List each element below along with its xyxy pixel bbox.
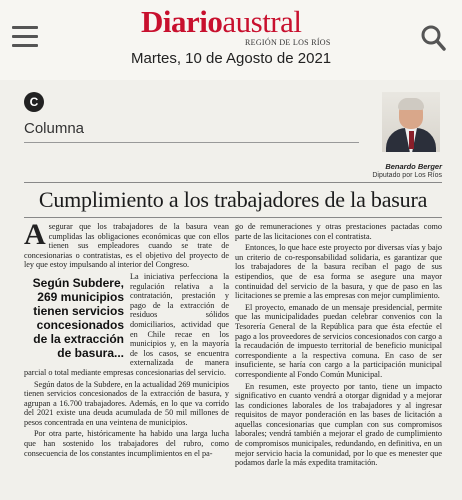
headline-top-rule [24,182,442,183]
logo-part2: austral [222,4,302,39]
article-paragraph: Asegurar que los trabajadores de la basura vean cumplidas las obligaciones económicas que con ellos tienen sus empleadores cuando se trate de concesionarias o contratistas, es el objetivo del proyecto de ley que estoy impulsando al interior del Congreso. [24,218,229,270]
article-column-right [235,222,442,470]
site-logo[interactable] [141,6,302,38]
section-label: Columna [24,120,85,137]
logo-part1: Diario [141,4,223,39]
region-label: REGIÓN DE LOS RÍOS [245,38,331,47]
article-paragraph: Por otra parte, históricamente ha habido una larga lucha que han sostenido los trabajadores del rubro, como consecuencia de los constantes incumplimientos en el pa- [24,429,229,458]
article-paragraph: En resumen, este proyecto por tanto, tiene un impacto significativo en cuanto vendrá a otorgar dignidad y a mejorar las condiciones laborales de los trabajadores y al ingresar requisitos de mayor ponderación en las bases de licitación a aquellas concesionarias que cumplan con sus compromisos laborales; vendrá también a mejorar el grado de cumplimiento de compromisos municipales, redundando, en definitiva, en un mejor servicio hacia la comunidad, por lo que es menester que podamos darle la más expedita tramitación. [235,381,442,468]
drop-cap: A [24,218,46,251]
article-column-left [24,218,229,460]
column-section-icon: C [24,92,44,112]
issue-date: Martes, 10 de Agosto de 2021 [131,50,332,67]
author-photo [382,92,440,152]
article-paragraph: La iniciativa perfecciona la regulación relativa a la contratación, prestación y pago de la extracción de residuos sólidos domiciliarios, actividad que en Chile recae en los municipios y, en la mayoría de los casos, se encuentra externalizada de manera parcial o total mediante empresas concesionarias del servicio. [24,271,229,377]
pull-quote: Según Subdere, 269 municipios tienen servicios concesionados de la extracción de basura... [32,275,124,360]
headline-bottom-rule [24,217,442,218]
article-headline: Cumplimiento a los trabajadores de la basura [38,187,428,212]
article-paragraph: go de remuneraciones y otras prestaciones pactadas como parte de las licitaciones con el contratista. [235,222,442,241]
section-divider [24,142,359,143]
author-name: Benardo Berger [385,162,442,171]
author-role: Diputado por Los Ríos [372,172,442,179]
article-paragraph: Según datos de la Subdere, en la actualidad 269 municipios tienen servicios concesionados de la extracción de basura, y agrupan a 16.700 trabajadores. Además, en lo que va corrido del 2021 existe una deuda acumulada de 50 mil millones de pesos concentrada en una veintena de municipios. [24,379,229,427]
article-paragraph: Entonces, lo que hace este proyecto por diversas vías y bajo un criterio de co-responsabilidad solidaria, es garantizar que los trabajadores de la basura reciban el pago de sus estipendios, que de esa forma se asegure una mayor continuidad del servicio de la basura, y que de paso en las licitaciones se premie a las empresas con mejor cumplimiento. [235,243,442,301]
search-icon[interactable] [420,24,446,52]
menu-icon[interactable] [12,26,38,48]
article-paragraph: El proyecto, emanado de un mensaje presidencial, permite que las municipalidades puedan celebrar convenios con la Tesorería General de la República para que ésta efectúe el pago a los proveedores de servicios concesionados con cargo a la recaudación de impuesto territorial de beneficio municipal correspondiente a la respectiva comuna. En caso de ser insuficiente, se haría con cargo a la participación municipal correspondiente al Fondo Común Municipal. [235,302,442,379]
